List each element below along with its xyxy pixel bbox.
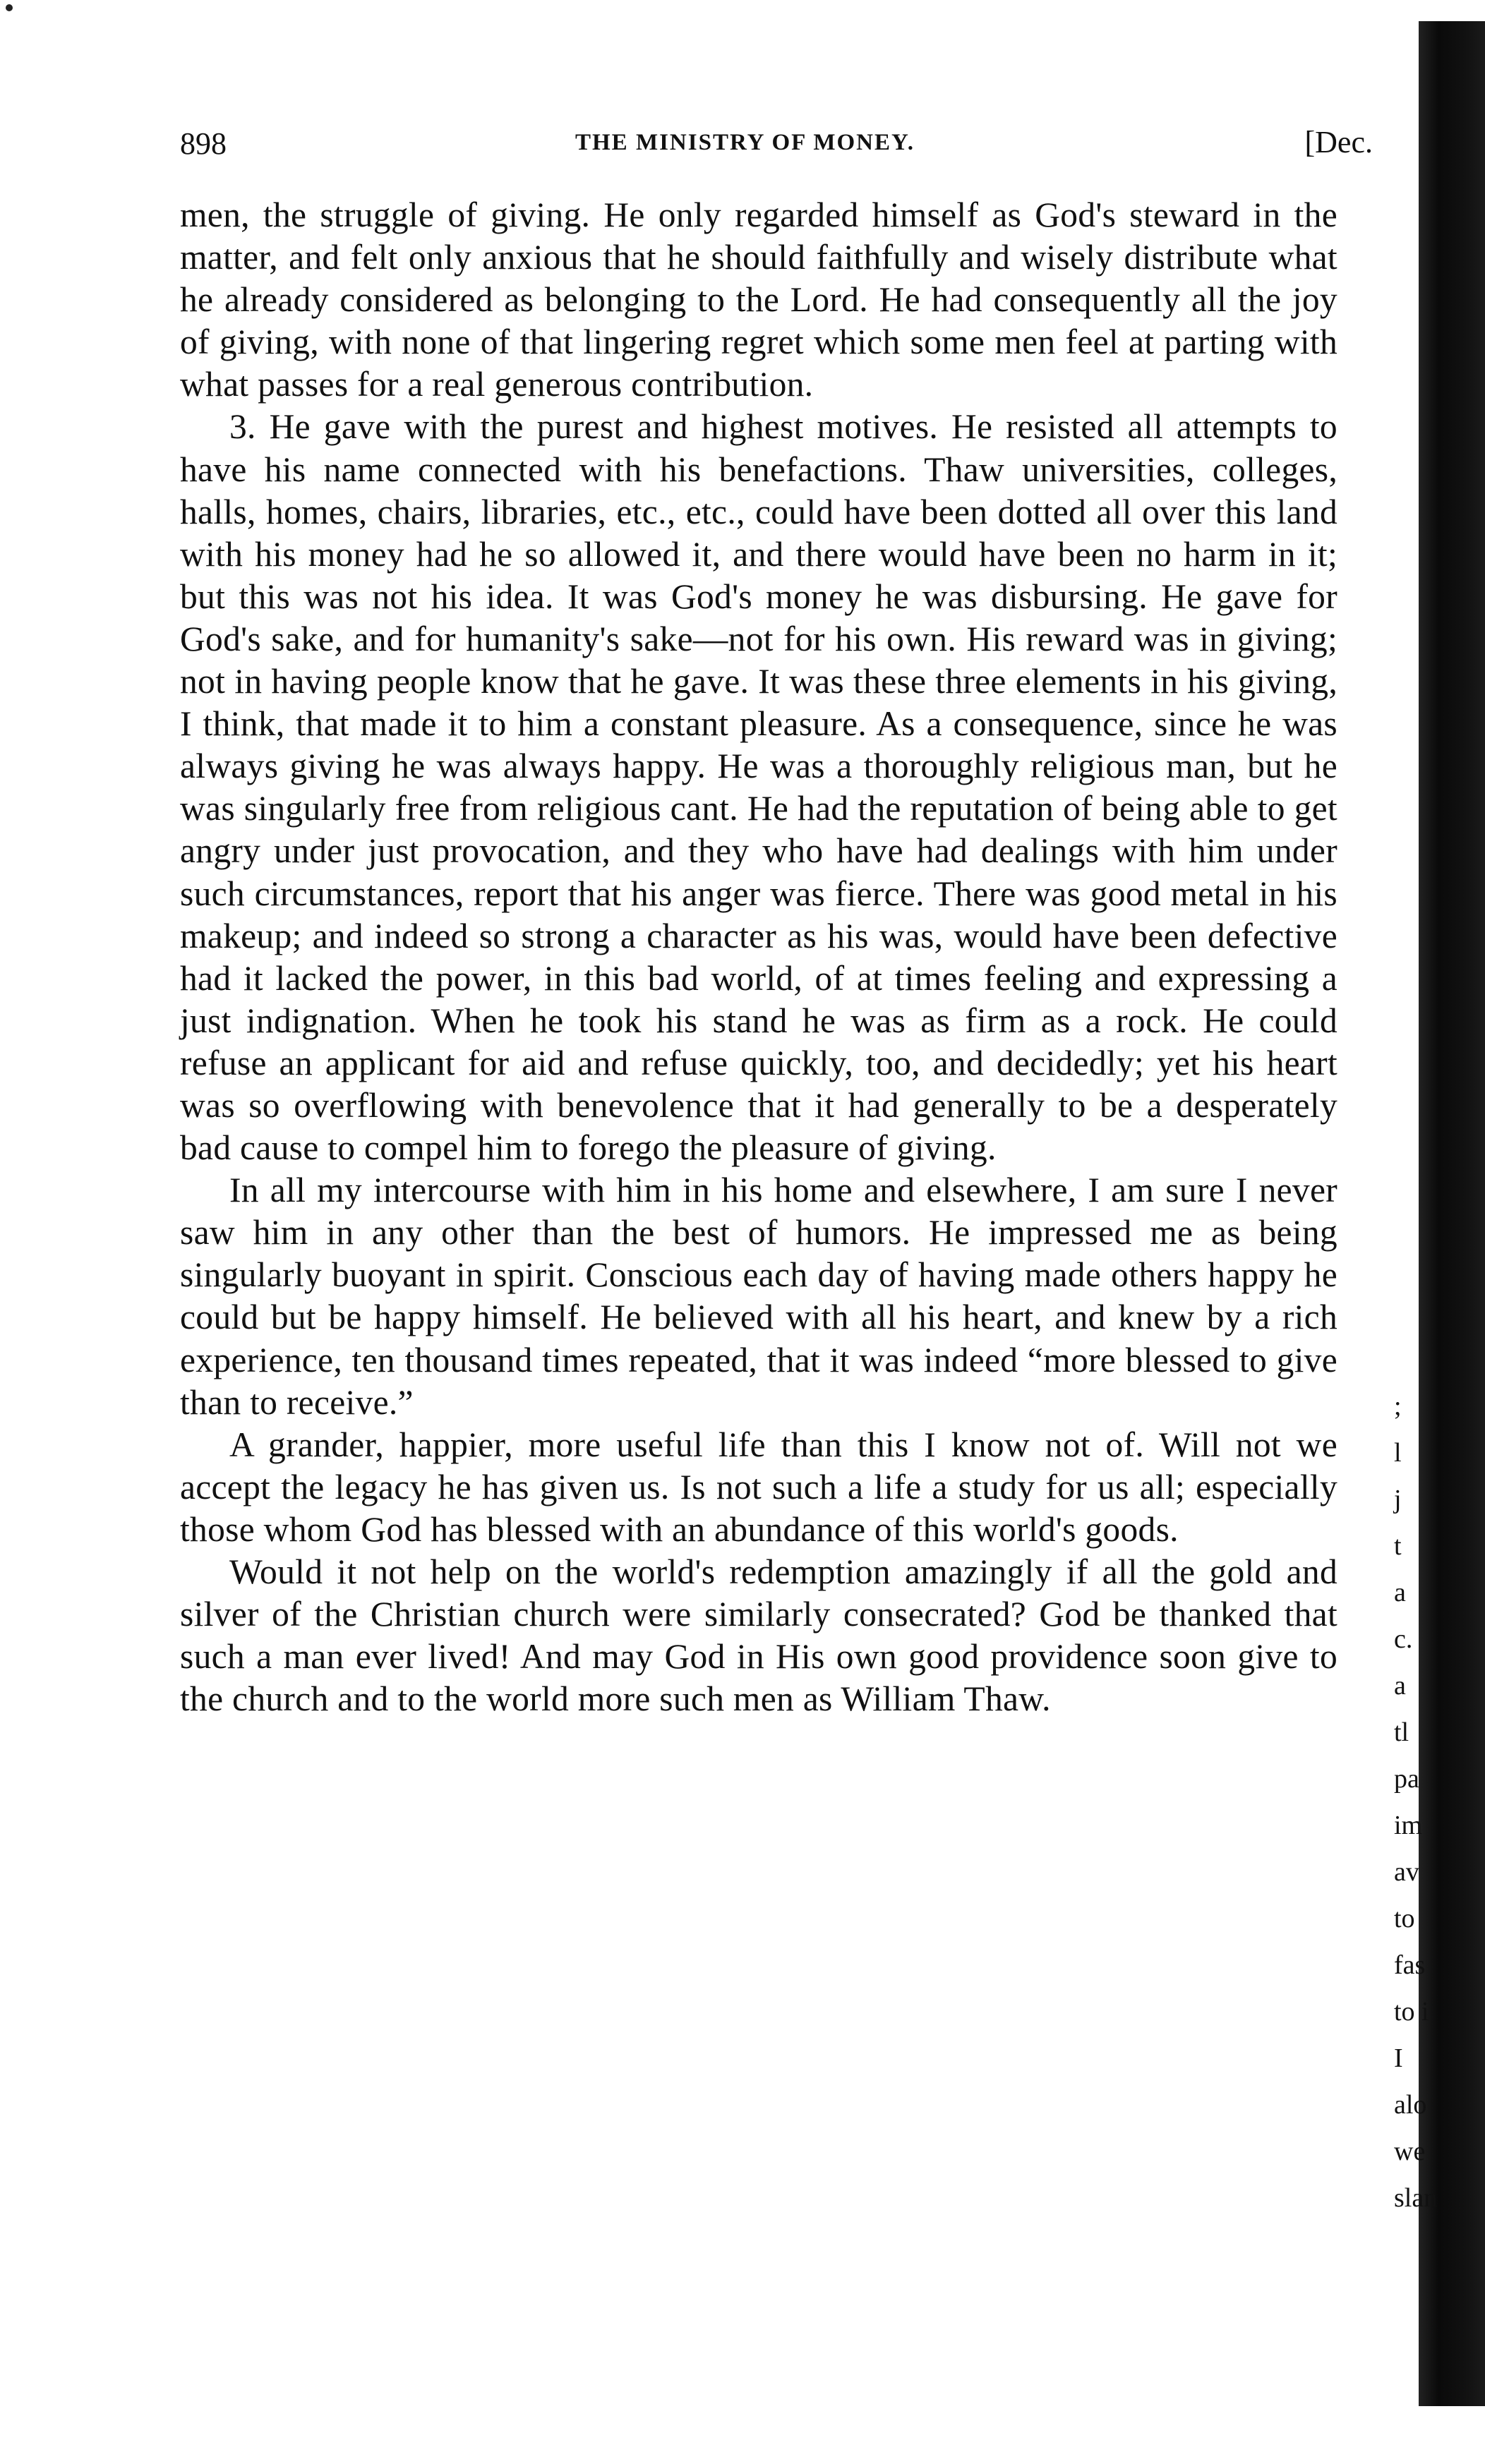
- paragraph: A grander, happier, more useful life than this I know not of. Will not we accept the legacy he has given us. Is not such a life a study for us all; especially those whom God has blessed with an abundance of this world's goods.: [180, 1425, 1337, 1549]
- facing-fragment: a: [1394, 1671, 1406, 1701]
- paragraph: Would it not help on the world's redemption amazingly if all the gold and silver of the Christian church were similarly consecrated? God be thanked that such a man ever lived! And may God in His own good providence soon give to the church and to the world more such men as William Thaw.: [180, 1552, 1337, 1719]
- facing-fragment: a: [1394, 1578, 1406, 1607]
- facing-fragment: l: [1394, 1438, 1402, 1468]
- facing-fragment: we: [1394, 2137, 1426, 2166]
- paragraph: men, the struggle of giving. He only regarded himself as God's steward in the matter, and felt only anxious that he should faithfully and wisely distribute what he already considered as belonging to the Lord. He had consequently all the joy of giving, with none of that lingering regret which some men feel at parting with what passes for a real generous contribution.: [180, 195, 1337, 404]
- facing-fragment: j: [1394, 1485, 1402, 1514]
- page-number: 898: [180, 126, 227, 161]
- running-title: THE MINISTRY OF MONEY.: [575, 130, 915, 155]
- paragraph: In all my intercourse with him in his home and elsewhere, I am sure I never saw him in any other than the best of humors. He impressed me as being singularly buoyant in spirit. Conscious each day of having made others happy he could but be happy himself. He believed with all his heart, and knew by a rich experience, ten thousand times repeated, that it was indeed “more blessed to give than to receive.”: [180, 1171, 1337, 1422]
- facing-fragment: alo: [1394, 2090, 1427, 2120]
- facing-fragment: t: [1394, 1531, 1402, 1561]
- facing-fragment: fas: [1394, 1950, 1426, 1980]
- paragraph: 3. He gave with the purest and highest motives. He resisted all attempts to have his name connected with his benefactions. Thaw universities, colleges, halls, homes, chairs, libraries, etc., etc., could have been dotted all over this land with his money had he so allowed it, and there would have been no harm in it; but this was not his idea. It was God's money he was disbursing. He gave for God's sake, and for humanity's sake—not for his own. His reward was in giving; not in having people know that he gave. It was these three elements in his giving, I think, that made it to him a constant pleasure. As a consequence, since he was always giving he was always happy. He was a thoroughly religious man, but he was singularly free from religious cant. He had the reputation of being able to get angry under just provocation, and they who have had dealings with him under such circumstances, report that his anger was fierce. There was good metal in his makeup; and indeed so strong a character as his was, would have been defective had it lacked the power, in this bad world, of at times feeling and expressing a just indignation. When he took his stand he was as firm as a rock. He could refuse an applicant for aid and refuse quickly, too, and decidedly; yet his heart was so overflowing with benevolence that it had generally to be a desperately bad cause to compel him to forego the pleasure of giving.: [180, 407, 1337, 1168]
- facing-page-fragments: [1394, 1383, 1438, 2221]
- facing-fragment: slan: [1394, 2183, 1438, 2213]
- section-mark: [Dec.: [1304, 125, 1373, 159]
- facing-fragment: im: [1394, 1811, 1423, 1840]
- facing-fragment: tl: [1394, 1717, 1409, 1747]
- running-header: [180, 121, 1394, 171]
- facing-fragment: pa: [1394, 1764, 1419, 1794]
- body-text: [180, 194, 1337, 1720]
- speck: [6, 4, 13, 11]
- facing-fragment: to: [1394, 1904, 1415, 1933]
- facing-fragment: av: [1394, 1857, 1419, 1887]
- facing-fragment: c.: [1394, 1624, 1413, 1654]
- facing-fragment: to i: [1394, 1997, 1429, 2027]
- facing-fragment: I: [1394, 2043, 1403, 2073]
- facing-fragment: ;: [1394, 1391, 1402, 1421]
